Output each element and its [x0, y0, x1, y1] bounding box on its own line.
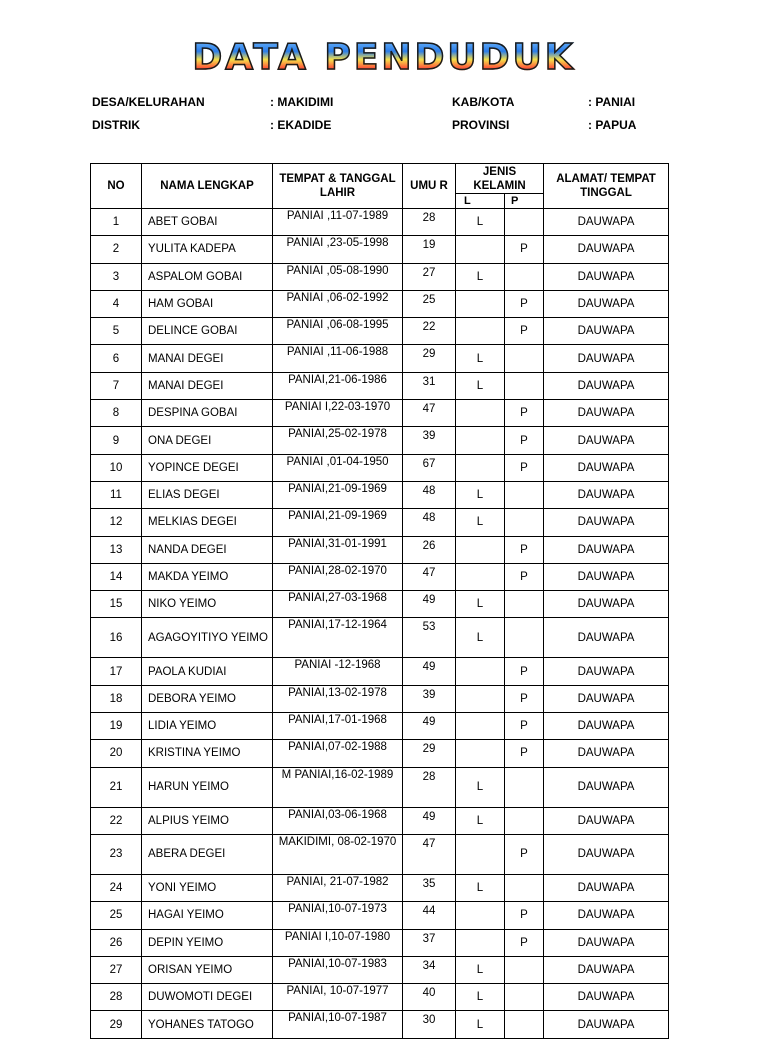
- row-l: [456, 658, 505, 685]
- row-no: 17: [91, 658, 142, 685]
- row-nama: YULITA KADEPA: [142, 236, 273, 263]
- row-p: P: [505, 929, 544, 956]
- table-row: [91, 658, 669, 685]
- row-umur: 49: [403, 713, 456, 740]
- row-alamat: DAUWAPA: [544, 400, 669, 427]
- table-row: [91, 713, 669, 740]
- row-ttl: PANIAI,13-02-1978: [273, 685, 403, 712]
- row-p: [505, 618, 544, 658]
- row-umur: 39: [403, 427, 456, 454]
- row-alamat: DAUWAPA: [544, 236, 669, 263]
- row-no: 18: [91, 685, 142, 712]
- header-umur: UMU R: [403, 164, 456, 209]
- row-alamat: DAUWAPA: [544, 536, 669, 563]
- row-nama: DESPINA GOBAI: [142, 400, 273, 427]
- row-no: 25: [91, 902, 142, 929]
- row-l: [456, 902, 505, 929]
- row-ttl: PANIAI,27-03-1968: [273, 591, 403, 618]
- row-alamat: DAUWAPA: [544, 454, 669, 481]
- row-ttl: PANIAI ,01-04-1950: [273, 454, 403, 481]
- row-p: P: [505, 454, 544, 481]
- table-row: [91, 263, 669, 290]
- row-l: L: [456, 767, 505, 807]
- row-l: L: [456, 263, 505, 290]
- row-nama: YONI YEIMO: [142, 874, 273, 901]
- header-p: P: [505, 194, 544, 209]
- row-l: [456, 713, 505, 740]
- row-no: 19: [91, 713, 142, 740]
- row-umur: 19: [403, 236, 456, 263]
- table-row: [91, 591, 669, 618]
- row-l: L: [456, 591, 505, 618]
- row-no: 13: [91, 536, 142, 563]
- row-ttl: PANIAI,10-07-1987: [273, 1011, 403, 1038]
- row-l: [456, 318, 505, 345]
- row-umur: 47: [403, 563, 456, 590]
- table-row: [91, 318, 669, 345]
- row-no: 20: [91, 740, 142, 767]
- row-no: 9: [91, 427, 142, 454]
- row-no: 12: [91, 509, 142, 536]
- header-jenis-kelamin: JENIS KELAMIN: [456, 164, 544, 194]
- row-l: L: [456, 509, 505, 536]
- row-alamat: DAUWAPA: [544, 481, 669, 508]
- row-umur: 22: [403, 318, 456, 345]
- row-ttl: PANIAI,28-02-1970: [273, 563, 403, 590]
- row-ttl: PANIAI ,05-08-1990: [273, 263, 403, 290]
- row-nama: ASPALOM GOBAI: [142, 263, 273, 290]
- row-no: 27: [91, 956, 142, 983]
- row-umur: 47: [403, 834, 456, 874]
- table-row: [91, 427, 669, 454]
- row-alamat: DAUWAPA: [544, 345, 669, 372]
- row-alamat: DAUWAPA: [544, 902, 669, 929]
- row-ttl: PANIAI,03-06-1968: [273, 807, 403, 834]
- table-row: [91, 209, 669, 236]
- row-umur: 29: [403, 345, 456, 372]
- row-ttl: M PANIAI,16-02-1989: [273, 767, 403, 807]
- row-ttl: PANIAI, 21-07-1982: [273, 874, 403, 901]
- table-row: [91, 454, 669, 481]
- row-l: [456, 236, 505, 263]
- provinsi-value: : PAPUA: [588, 118, 637, 132]
- row-no: 1: [91, 209, 142, 236]
- row-no: 22: [91, 807, 142, 834]
- row-nama: ONA DEGEI: [142, 427, 273, 454]
- row-l: [456, 563, 505, 590]
- row-p: [505, 984, 544, 1011]
- row-l: L: [456, 984, 505, 1011]
- table-row: [91, 874, 669, 901]
- row-alamat: DAUWAPA: [544, 767, 669, 807]
- row-nama: KRISTINA YEIMO: [142, 740, 273, 767]
- header-no: NO: [91, 164, 142, 209]
- table-row: [91, 372, 669, 399]
- row-umur: 49: [403, 807, 456, 834]
- row-nama: ABERA DEGEI: [142, 834, 273, 874]
- row-alamat: DAUWAPA: [544, 427, 669, 454]
- row-umur: 28: [403, 767, 456, 807]
- table-row: [91, 984, 669, 1011]
- table-row: [91, 834, 669, 874]
- row-p: [505, 345, 544, 372]
- row-umur: 49: [403, 591, 456, 618]
- row-no: 5: [91, 318, 142, 345]
- kab-label: KAB/KOTA: [452, 95, 515, 109]
- row-p: P: [505, 427, 544, 454]
- row-umur: 48: [403, 509, 456, 536]
- row-p: P: [505, 713, 544, 740]
- row-umur: 47: [403, 400, 456, 427]
- row-l: [456, 685, 505, 712]
- row-ttl: PANIAI,17-01-1968: [273, 713, 403, 740]
- row-nama: DEBORA YEIMO: [142, 685, 273, 712]
- row-nama: HAGAI YEIMO: [142, 902, 273, 929]
- row-p: [505, 956, 544, 983]
- row-p: P: [505, 400, 544, 427]
- row-no: 2: [91, 236, 142, 263]
- row-nama: ABET GOBAI: [142, 209, 273, 236]
- row-alamat: DAUWAPA: [544, 509, 669, 536]
- row-p: [505, 372, 544, 399]
- table-row: [91, 481, 669, 508]
- row-umur: 29: [403, 740, 456, 767]
- row-nama: YOPINCE DEGEI: [142, 454, 273, 481]
- row-l: L: [456, 1011, 505, 1038]
- row-ttl: PANIAI ,23-05-1998: [273, 236, 403, 263]
- row-umur: 34: [403, 956, 456, 983]
- row-alamat: DAUWAPA: [544, 372, 669, 399]
- row-p: [505, 509, 544, 536]
- row-p: [505, 591, 544, 618]
- row-p: P: [505, 290, 544, 317]
- row-p: [505, 209, 544, 236]
- row-umur: 28: [403, 209, 456, 236]
- row-p: P: [505, 902, 544, 929]
- table-row: [91, 536, 669, 563]
- row-p: P: [505, 318, 544, 345]
- row-p: P: [505, 563, 544, 590]
- table-row: [91, 929, 669, 956]
- row-nama: MANAI DEGEI: [142, 372, 273, 399]
- row-nama: PAOLA KUDIAI: [142, 658, 273, 685]
- row-no: 15: [91, 591, 142, 618]
- row-umur: 48: [403, 481, 456, 508]
- row-nama: LIDIA YEIMO: [142, 713, 273, 740]
- table-row: [91, 618, 669, 658]
- header-alamat: ALAMAT/ TEMPAT TINGGAL: [544, 164, 669, 209]
- row-ttl: MAKIDIMI, 08-02-1970: [273, 834, 403, 874]
- row-l: [456, 290, 505, 317]
- row-alamat: DAUWAPA: [544, 658, 669, 685]
- row-l: [456, 427, 505, 454]
- row-alamat: DAUWAPA: [544, 713, 669, 740]
- row-nama: HAM GOBAI: [142, 290, 273, 317]
- row-no: 28: [91, 984, 142, 1011]
- row-ttl: PANIAI,31-01-1991: [273, 536, 403, 563]
- table-row: [91, 400, 669, 427]
- row-ttl: PANIAI,21-06-1986: [273, 372, 403, 399]
- row-ttl: PANIAI ,11-06-1988: [273, 345, 403, 372]
- row-nama: ORISAN YEIMO: [142, 956, 273, 983]
- row-l: [456, 740, 505, 767]
- row-umur: 26: [403, 536, 456, 563]
- row-ttl: PANIAI -12-1968: [273, 658, 403, 685]
- row-l: L: [456, 874, 505, 901]
- row-alamat: DAUWAPA: [544, 984, 669, 1011]
- table-row: [91, 956, 669, 983]
- row-ttl: PANIAI I,22-03-1970: [273, 400, 403, 427]
- row-p: [505, 767, 544, 807]
- row-umur: 25: [403, 290, 456, 317]
- row-l: L: [456, 481, 505, 508]
- row-l: [456, 400, 505, 427]
- table-row: [91, 1011, 669, 1038]
- row-nama: NIKO YEIMO: [142, 591, 273, 618]
- row-no: 6: [91, 345, 142, 372]
- row-l: L: [456, 372, 505, 399]
- row-no: 29: [91, 1011, 142, 1038]
- row-no: 8: [91, 400, 142, 427]
- row-p: [505, 807, 544, 834]
- row-p: P: [505, 536, 544, 563]
- row-p: P: [505, 740, 544, 767]
- row-no: 7: [91, 372, 142, 399]
- row-p: P: [505, 658, 544, 685]
- row-p: P: [505, 236, 544, 263]
- row-no: 23: [91, 834, 142, 874]
- row-nama: DUWOMOTI DEGEI: [142, 984, 273, 1011]
- page-title: DATA PENDUDUK: [192, 37, 576, 78]
- desa-value: : MAKIDIMI: [270, 95, 334, 109]
- row-alamat: DAUWAPA: [544, 290, 669, 317]
- header-nama: NAMA LENGKAP: [142, 164, 273, 209]
- row-alamat: DAUWAPA: [544, 318, 669, 345]
- row-ttl: PANIAI,25-02-1978: [273, 427, 403, 454]
- header-ttl: TEMPAT & TANGGAL LAHIR: [273, 164, 403, 209]
- row-umur: 53: [403, 618, 456, 658]
- row-l: L: [456, 209, 505, 236]
- row-l: [456, 834, 505, 874]
- row-ttl: PANIAI ,06-08-1995: [273, 318, 403, 345]
- row-no: 3: [91, 263, 142, 290]
- row-nama: DELINCE GOBAI: [142, 318, 273, 345]
- row-alamat: DAUWAPA: [544, 263, 669, 290]
- row-alamat: DAUWAPA: [544, 834, 669, 874]
- row-no: 14: [91, 563, 142, 590]
- table-row: [91, 563, 669, 590]
- header-l: L: [456, 194, 505, 209]
- row-no: 4: [91, 290, 142, 317]
- row-no: 24: [91, 874, 142, 901]
- population-table: [90, 163, 669, 1039]
- desa-label: DESA/KELURAHAN: [92, 95, 205, 109]
- provinsi-label: PROVINSI: [452, 118, 510, 132]
- row-nama: ALPIUS YEIMO: [142, 807, 273, 834]
- row-l: [456, 929, 505, 956]
- table-row: [91, 740, 669, 767]
- row-p: [505, 874, 544, 901]
- row-p: P: [505, 685, 544, 712]
- row-nama: MANAI DEGEI: [142, 345, 273, 372]
- row-nama: NANDA DEGEI: [142, 536, 273, 563]
- row-umur: 67: [403, 454, 456, 481]
- table-row: [91, 685, 669, 712]
- table-row: [91, 236, 669, 263]
- row-p: P: [505, 834, 544, 874]
- row-l: L: [456, 345, 505, 372]
- distrik-value: : EKADIDE: [270, 118, 332, 132]
- row-ttl: PANIAI,07-02-1988: [273, 740, 403, 767]
- row-no: 10: [91, 454, 142, 481]
- row-alamat: DAUWAPA: [544, 956, 669, 983]
- row-l: [456, 536, 505, 563]
- distrik-label: DISTRIK: [92, 118, 140, 132]
- row-alamat: DAUWAPA: [544, 209, 669, 236]
- row-l: L: [456, 956, 505, 983]
- table-row: [91, 807, 669, 834]
- kab-value: : PANIAI: [588, 95, 636, 109]
- row-ttl: PANIAI ,11-07-1989: [273, 209, 403, 236]
- row-ttl: PANIAI,10-07-1983: [273, 956, 403, 983]
- row-alamat: DAUWAPA: [544, 563, 669, 590]
- row-umur: 35: [403, 874, 456, 901]
- table-row: [91, 509, 669, 536]
- row-umur: 27: [403, 263, 456, 290]
- table-row: [91, 345, 669, 372]
- row-nama: HARUN YEIMO: [142, 767, 273, 807]
- row-alamat: DAUWAPA: [544, 1011, 669, 1038]
- row-nama: MAKDA YEIMO: [142, 563, 273, 590]
- row-umur: 31: [403, 372, 456, 399]
- row-ttl: PANIAI,17-12-1964: [273, 618, 403, 658]
- row-alamat: DAUWAPA: [544, 740, 669, 767]
- row-alamat: DAUWAPA: [544, 807, 669, 834]
- row-umur: 44: [403, 902, 456, 929]
- row-ttl: PANIAI I,10-07-1980: [273, 929, 403, 956]
- row-nama: ELIAS DEGEI: [142, 481, 273, 508]
- row-p: [505, 481, 544, 508]
- row-alamat: DAUWAPA: [544, 929, 669, 956]
- table-row: [91, 767, 669, 807]
- row-alamat: DAUWAPA: [544, 591, 669, 618]
- row-umur: 49: [403, 658, 456, 685]
- row-alamat: DAUWAPA: [544, 618, 669, 658]
- row-nama: AGAGOYITIYO YEIMO: [142, 618, 273, 658]
- row-ttl: PANIAI,21-09-1969: [273, 509, 403, 536]
- row-umur: 39: [403, 685, 456, 712]
- row-p: [505, 1011, 544, 1038]
- row-umur: 40: [403, 984, 456, 1011]
- row-p: [505, 263, 544, 290]
- row-alamat: DAUWAPA: [544, 685, 669, 712]
- row-no: 21: [91, 767, 142, 807]
- table-row: [91, 290, 669, 317]
- row-l: L: [456, 618, 505, 658]
- row-alamat: DAUWAPA: [544, 874, 669, 901]
- row-umur: 37: [403, 929, 456, 956]
- row-no: 16: [91, 618, 142, 658]
- row-nama: DEPIN YEIMO: [142, 929, 273, 956]
- row-nama: MELKIAS DEGEI: [142, 509, 273, 536]
- table-row: [91, 902, 669, 929]
- row-ttl: PANIAI,21-09-1969: [273, 481, 403, 508]
- row-ttl: PANIAI ,06-02-1992: [273, 290, 403, 317]
- row-l: [456, 454, 505, 481]
- row-umur: 30: [403, 1011, 456, 1038]
- row-l: L: [456, 807, 505, 834]
- row-ttl: PANIAI,10-07-1973: [273, 902, 403, 929]
- row-ttl: PANIAI, 10-07-1977: [273, 984, 403, 1011]
- row-no: 26: [91, 929, 142, 956]
- row-nama: YOHANES TATOGO: [142, 1011, 273, 1038]
- row-no: 11: [91, 481, 142, 508]
